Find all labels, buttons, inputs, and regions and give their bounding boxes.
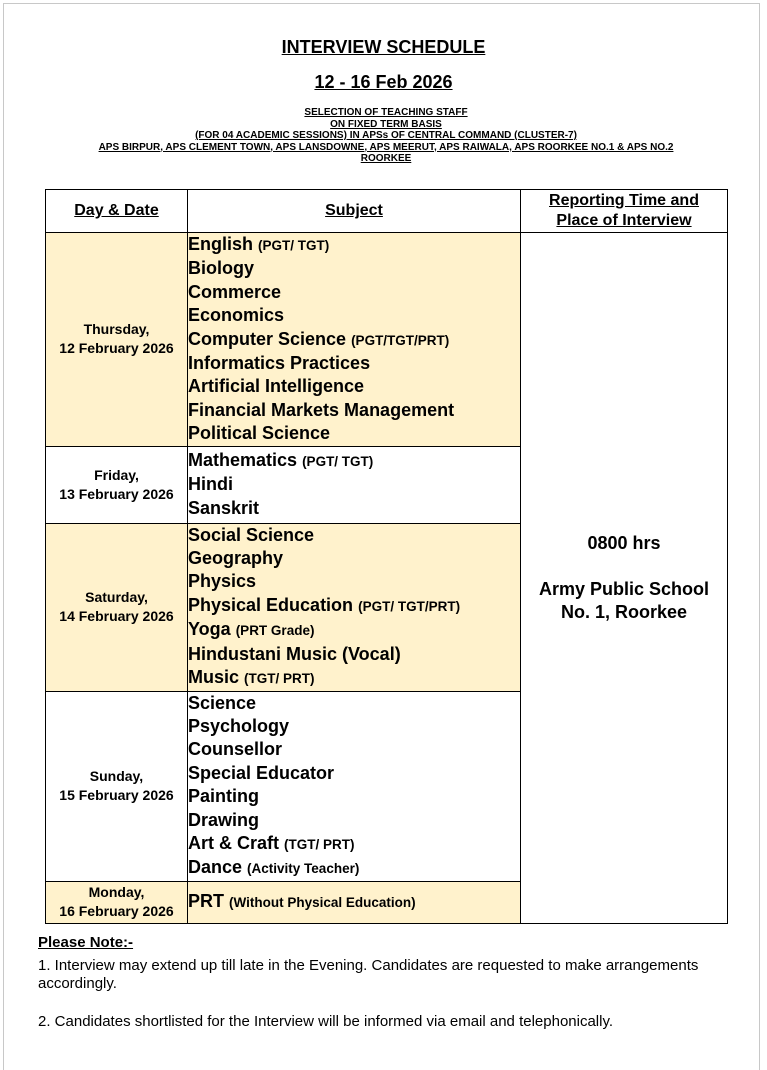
interview-schedule-table	[45, 189, 728, 924]
date-label: 12 February 2026	[59, 340, 174, 357]
subject-grade: (PGT/TGT/PRT)	[351, 332, 450, 348]
subject-item: Drawing	[188, 809, 260, 830]
day-date-cell	[46, 881, 188, 923]
subject-name: Yoga	[188, 619, 231, 640]
column-header-subject: Subject	[188, 190, 521, 233]
date-label: 16 February 2026	[59, 903, 174, 920]
subject-item	[188, 856, 520, 880]
subject-item	[188, 328, 520, 352]
subject-name: Music	[188, 667, 240, 688]
subject-grade: (Activity Teacher)	[247, 861, 360, 877]
subject-item	[188, 832, 520, 856]
day-date-cell	[46, 691, 188, 881]
day-date-cell	[46, 523, 188, 691]
notes-section	[38, 934, 738, 1051]
subject-cell	[188, 691, 521, 881]
subject-grade: (TGT/ PRT)	[284, 836, 355, 852]
subject-item: Financial Markets Management	[188, 399, 455, 420]
subject-item: Social Science	[188, 524, 315, 545]
subject-item	[188, 233, 520, 257]
subject-grade: (TGT/ PRT)	[244, 671, 315, 687]
subject-item: Science	[188, 692, 257, 713]
date-label: 14 February 2026	[59, 608, 174, 625]
subject-cell	[188, 446, 521, 523]
subject-cell	[188, 881, 521, 923]
selection-subtitle	[30, 107, 742, 165]
subject-item	[188, 666, 520, 690]
subject-item: Physics	[188, 571, 257, 592]
subject-grade: (PGT/ TGT/PRT)	[358, 598, 461, 614]
day-label: Monday,	[88, 884, 145, 901]
day-date-cell	[46, 233, 188, 447]
subject-grade: (PGT/ TGT)	[302, 454, 374, 470]
reporting-cell	[521, 233, 728, 924]
subject-item: Political Science	[188, 423, 331, 444]
subject-item: Geography	[188, 548, 284, 569]
subject-item: Informatics Practices	[188, 353, 371, 374]
schedule-dates: 12 - 16 Feb 2026	[314, 72, 453, 92]
day-label: Saturday,	[85, 589, 148, 606]
table-header-row	[46, 190, 728, 233]
date-label: 15 February 2026	[59, 787, 174, 804]
subject-item: Artificial Intelligence	[188, 376, 365, 397]
subject-name: Art & Craft	[188, 832, 280, 853]
notes-heading: Please Note:-	[38, 934, 134, 951]
subject-cell	[188, 233, 521, 447]
subject-item: Commerce	[188, 281, 282, 302]
note-item: 2. Candidates shortlisted for the Interview will be informed via email and telephonically.	[38, 1013, 614, 1030]
reporting-time: 0800 hrs	[587, 532, 661, 553]
subject-item	[188, 618, 520, 642]
subject-item: Hindi	[188, 474, 233, 495]
spacer	[521, 555, 727, 578]
page-title: INTERVIEW SCHEDULE	[281, 37, 486, 57]
subject-name: PRT	[188, 891, 224, 912]
table-row	[46, 233, 728, 447]
column-header-day-date: Day & Date	[46, 190, 188, 233]
subject-item: Hindustani Music (Vocal)	[188, 643, 401, 664]
subject-name: Physical Education	[188, 594, 354, 615]
reporting-place-line-2: No. 1, Roorkee	[560, 601, 688, 622]
day-date-cell	[46, 446, 188, 523]
subject-cell	[188, 523, 521, 691]
subtitle-line: (FOR 04 ACADEMIC SESSIONS) IN APSs OF CENTRAL COMMAND (CLUSTER-7)	[195, 130, 577, 141]
subtitle-line: ROORKEE	[360, 153, 412, 164]
day-label: Friday,	[94, 466, 139, 483]
date-label: 13 February 2026	[59, 485, 174, 502]
subject-name: Dance	[188, 857, 243, 878]
subject-item	[188, 594, 520, 618]
day-label: Thursday,	[83, 321, 150, 338]
subtitle-line: ON FIXED TERM BASIS	[330, 118, 442, 130]
subject-grade: (Without Physical Education)	[229, 895, 416, 911]
subject-grade: (PRT Grade)	[235, 623, 315, 639]
subject-item: Sanskrit	[188, 497, 260, 518]
subject-item: Painting	[188, 786, 259, 807]
subject-item: Economics	[188, 305, 285, 326]
subject-item: Psychology	[188, 715, 290, 736]
subject-item	[188, 449, 520, 473]
subject-grade: (PGT/ TGT)	[258, 238, 330, 253]
column-header-reporting: Reporting Time and Place of Interview	[521, 190, 728, 233]
subject-name: English	[188, 234, 254, 254]
subject-name: Computer Science	[188, 328, 347, 349]
subject-name: Mathematics	[188, 450, 298, 471]
subtitle-line: SELECTION OF TEACHING STAFF	[304, 107, 468, 118]
day-label: Sunday,	[89, 768, 144, 785]
subject-item: Counsellor	[188, 739, 283, 760]
subject-item	[188, 890, 520, 914]
subject-item: Biology	[188, 258, 254, 279]
subtitle-line: APS BIRPUR, APS CLEMENT TOWN, APS LANSDOWNE, APS MEERUT, APS RAIWALA, APS ROORKEE NO.1 & APS NO.2	[98, 141, 674, 153]
note-item: 1. Interview may extend up till late in the Evening. Candidates are requested to make arrangements accordingly.	[38, 957, 699, 992]
reporting-place-line-1: Army Public School	[538, 578, 710, 599]
subject-item: Special Educator	[188, 762, 335, 783]
